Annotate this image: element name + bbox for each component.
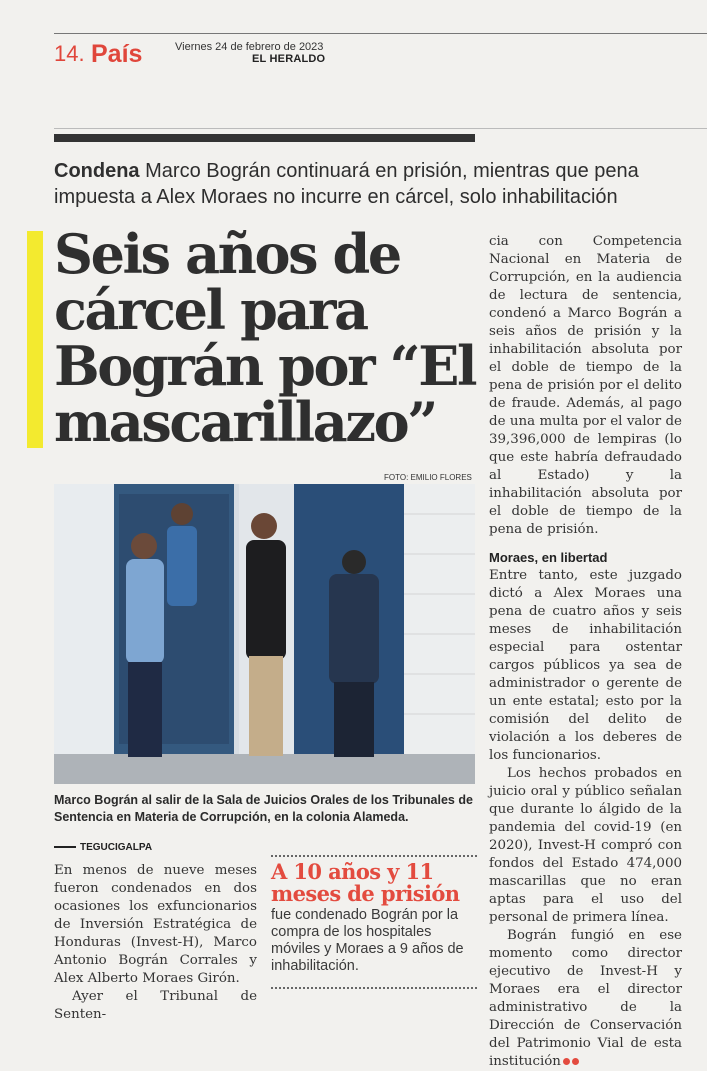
- subhead-moraes: Moraes, en libertad: [489, 550, 608, 565]
- photo-illustration: [54, 484, 475, 784]
- newspaper-name: EL HERALDO: [252, 53, 326, 65]
- pull-quote-title: A 10 años y 11 meses de prisión: [271, 859, 460, 906]
- paragraph-roles: [489, 927, 682, 1071]
- paragraph-facts: Los hechos probados en juicio oral y público señalan que durante lo álgido de la pandemia del covid-19 (en 2020), Invest-H compró con fondos del Estado 474,000 mascarillas que no eran aptas para el uso del personal de primera línea.: [489, 766, 682, 925]
- pull-quote: [271, 855, 477, 989]
- dateline-text: TEGUCIGALPA: [80, 842, 153, 853]
- headline: Seis años de cárcel para Bográn por “El mascarillazo”: [54, 222, 476, 454]
- highlighter-mark: [27, 231, 43, 448]
- paragraph-sentence: cia con Competencia Nacional en Materia de Corrupción, en la audiencia de lectura de sentencia, condenó a Marco Bográn a seis años de prisión y la inhabilitación absoluta por el doble de tiempo de la pena de prisión por el delito de fraude. Además, al pago de una multa por el valor de 39,396,000 de lempiras (lo que este habría defraudado al Estado) y la inhabilitación absoluta por el doble de tiempo de la pena de prisión.: [489, 234, 682, 537]
- article-right-column: [489, 233, 682, 1071]
- header-rule: [54, 33, 707, 34]
- pull-quote-text: fue condenado Bográn por la compra de los hospitales móviles y Moraes a 9 años de inhabilitación.: [271, 907, 464, 974]
- paragraph-intro: En menos de nueve meses fueron condenados en dos ocasiones los exfuncionarios de Inversión Estratégica de Honduras (Invest-H), Marco Antonio Bográn Corrales y Alex Alberto Moraes Girón.: [54, 863, 257, 986]
- kicker: [54, 158, 694, 210]
- dateline-dash: [54, 846, 76, 848]
- paragraph-moraes: Entre tanto, este juzgado dictó a Alex Moraes una pena de cuatro años y seis meses de inhabilitación especial para ostentar cargos públicos ya sea de administrador o gerente de un ente estatal; esto por la comisión del delito de violación a los deberes de los funcionarios.: [489, 568, 682, 763]
- paragraph-tribunal: Ayer el Tribunal de Senten-: [54, 989, 257, 1022]
- article-left-column: [54, 862, 257, 1024]
- kicker-label: Condena: [54, 160, 140, 182]
- section-title: País: [91, 40, 143, 68]
- photo-credit: FOTO: EMILIO FLORES: [384, 473, 472, 482]
- photo-caption: Marco Bográn al salir de la Sala de Juicios Orales de los Tribunales de Sentencia en Materia de Corrupción, en la colonia Alameda.: [54, 793, 473, 824]
- pull-quote-top-rule: [271, 855, 477, 857]
- kicker-text: Marco Bográn continuará en prisión, mientras que pena impuesta a Alex Moraes no incurre en cárcel, solo inhabilitación: [54, 160, 639, 208]
- pull-quote-bottom-rule: [271, 987, 477, 989]
- end-mark-icon: [572, 1058, 579, 1065]
- page-number: 14.: [54, 41, 85, 66]
- dateline: [54, 842, 152, 853]
- end-mark-icon: [563, 1058, 570, 1065]
- top-rule: [54, 128, 707, 129]
- issue-date: Viernes 24 de febrero de 2023: [175, 41, 324, 53]
- paragraph-roles-text: Bográn fungió en ese momento como director ejecutivo de Invest-H y Moraes era el director administrativo de la Dirección de Conservación del Patrimonio Vial de esta institución: [489, 928, 682, 1069]
- news-photo: [54, 484, 475, 784]
- top-bar: [54, 134, 475, 142]
